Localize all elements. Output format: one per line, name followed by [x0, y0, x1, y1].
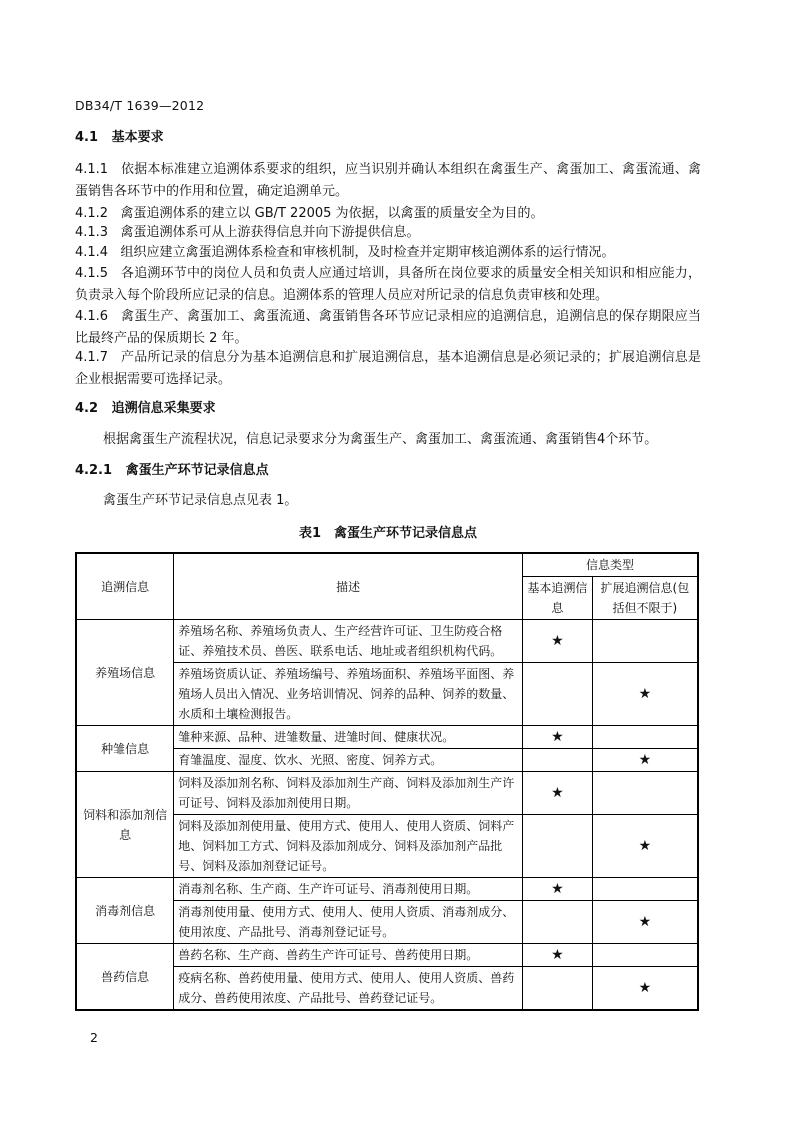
- basic-empty-cell: [522, 663, 592, 726]
- clause-4-1-6: [75, 306, 701, 350]
- section-4-2-1-heading: [75, 460, 701, 482]
- group-label: 兽药信息: [76, 944, 174, 1011]
- table-row: [76, 878, 698, 901]
- clause-number: 4.1.5: [75, 266, 109, 281]
- clause-number: 4.1.6: [75, 309, 109, 324]
- section-title: 基本要求: [111, 130, 164, 145]
- extended-empty-cell: [592, 772, 698, 815]
- extended-empty-cell: [592, 878, 698, 901]
- row-description: 消毒剂使用量、使用方式、使用人、使用人资质、消毒剂成分、使用浓度、产品批号、消毒剂登记证号。: [174, 901, 523, 944]
- extended-empty-cell: [592, 944, 698, 967]
- extended-star-mark: ★: [592, 663, 698, 726]
- group-label: 消毒剂信息: [76, 878, 174, 944]
- extended-star-mark: ★: [592, 815, 698, 878]
- row-description: 疫病名称、兽药使用量、使用方式、使用人、使用人资质、兽药成分、兽药使用浓度、产品批号、兽药登记证号。: [174, 967, 523, 1011]
- table-header-row: [76, 553, 698, 577]
- section-4-1-heading: [75, 127, 701, 149]
- row-description: 饲料及添加剂名称、饲料及添加剂生产商、饲料及添加剂生产许可证号、饲料及添加剂使用日期。: [174, 772, 523, 815]
- section-number: 4.2.1: [75, 463, 113, 478]
- clause-text: 禽蛋追溯体系可从上游获得信息并向下游提供信息。: [120, 225, 420, 240]
- clause-number: 4.1.1: [75, 162, 109, 177]
- clause-text: 禽蛋追溯体系的建立以 GB/T 22005 为依据，以禽蛋的质量安全为目的。: [120, 206, 544, 221]
- basic-star-mark: ★: [522, 772, 592, 815]
- basic-empty-cell: [522, 967, 592, 1011]
- section-number: 4.2: [75, 401, 99, 416]
- table-row: [76, 620, 698, 663]
- basic-empty-cell: [522, 749, 592, 772]
- header-description: 描述: [174, 553, 523, 620]
- page-number: 2: [90, 1030, 98, 1045]
- extended-star-mark: ★: [592, 967, 698, 1011]
- row-description: 养殖场资质认证、养殖场编号、养殖场面积、养殖场平面图、养殖场人员出入情况、业务培训情况、饲养的品种、饲养的数量、水质和土壤检测报告。: [174, 663, 523, 726]
- clause-number: 4.1.4: [75, 245, 109, 260]
- row-description: 育雏温度、湿度、饮水、光照、密度、饲养方式。: [174, 749, 523, 772]
- header-info-type: 信息类型: [522, 553, 698, 577]
- extended-star-mark: ★: [592, 749, 698, 772]
- section-number: 4.1: [75, 130, 99, 145]
- clause-text: 各追溯环节中的岗位人员和负责人应通过培训，具备所在岗位要求的质量安全相关知识和相应能力，负责录入每个阶段所应记录的信息。追溯体系的管理人员应对所记录的信息负责审核和处理。: [75, 266, 701, 303]
- basic-star-mark: ★: [522, 726, 592, 749]
- trace-info-table: [75, 552, 699, 1011]
- group-label: 饲料和添加剂信息: [76, 772, 174, 878]
- header-trace-info: 追溯信息: [76, 553, 174, 620]
- row-description: 雏种来源、品种、进雏数量、进雏时间、健康状况。: [174, 726, 523, 749]
- group-label: 养殖场信息: [76, 620, 174, 726]
- clause-number: 4.1.7: [75, 350, 109, 365]
- basic-star-mark: ★: [522, 944, 592, 967]
- table-row: [76, 772, 698, 815]
- clause-4-1-1: [75, 159, 701, 203]
- clause-4-1-7: [75, 347, 701, 391]
- header-basic: 基本追溯信息: [522, 577, 592, 620]
- row-description: 兽药名称、生产商、兽药生产许可证号、兽药使用日期。: [174, 944, 523, 967]
- clause-number: 4.1.3: [75, 225, 109, 240]
- clause-4-1-4: [75, 242, 701, 264]
- clause-4-1-5: [75, 263, 701, 307]
- section-title: 禽蛋生产环节记录信息点: [125, 463, 269, 478]
- standard-code: DB34/T 1639—2012: [75, 98, 205, 113]
- row-description: 消毒剂名称、生产商、生产许可证号、消毒剂使用日期。: [174, 878, 523, 901]
- section-4-2-1-intro: 禽蛋生产环节记录信息点见表 1。: [103, 493, 298, 508]
- extended-empty-cell: [592, 726, 698, 749]
- clause-text: 禽蛋生产、禽蛋加工、禽蛋流通、禽蛋销售各环节应记录相应的追溯信息，追溯信息的保存期限应当比最终产品的保质期长 2 年。: [75, 309, 701, 346]
- extended-star-mark: ★: [592, 901, 698, 944]
- basic-empty-cell: [522, 901, 592, 944]
- header-extended: 扩展追溯信息(包括但不限于): [592, 577, 698, 620]
- table-caption: 表1 禽蛋生产环节记录信息点: [298, 526, 478, 541]
- row-description: 养殖场名称、养殖场负责人、生产经营许可证、卫生防疫合格证、养殖技术员、兽医、联系电话、地址或者组织机构代码。: [174, 620, 523, 663]
- clause-text: 依据本标准建立追溯体系要求的组织，应当识别并确认本组织在禽蛋生产、禽蛋加工、禽蛋流通、禽蛋销售各环节中的作用和位置，确定追溯单元。: [75, 162, 701, 199]
- clause-4-1-3: [75, 222, 701, 244]
- table-row: [76, 726, 698, 749]
- table-row: [76, 944, 698, 967]
- section-4-2-heading: [75, 398, 701, 420]
- clause-text: 组织应建立禽蛋追溯体系检查和审核机制，及时检查并定期审核追溯体系的运行情况。: [120, 245, 615, 260]
- basic-star-mark: ★: [522, 878, 592, 901]
- basic-star-mark: ★: [522, 620, 592, 663]
- extended-empty-cell: [592, 620, 698, 663]
- clause-text: 产品所记录的信息分为基本追溯信息和扩展追溯信息，基本追溯信息是必须记录的；扩展追溯信息是企业根据需要可选择记录。: [75, 350, 701, 387]
- section-title: 追溯信息采集要求: [111, 401, 216, 416]
- basic-empty-cell: [522, 815, 592, 878]
- group-label: 种雏信息: [76, 726, 174, 772]
- row-description: 饲料及添加剂使用量、使用方式、使用人、使用人资质、饲料产地、饲料加工方式、饲料及添加剂成分、饲料及添加剂产品批号、饲料及添加剂登记证号。: [174, 815, 523, 878]
- section-4-2-intro: 根据禽蛋生产流程状况，信息记录要求分为禽蛋生产、禽蛋加工、禽蛋流通、禽蛋销售4个环节。: [103, 432, 658, 447]
- clause-number: 4.1.2: [75, 206, 109, 221]
